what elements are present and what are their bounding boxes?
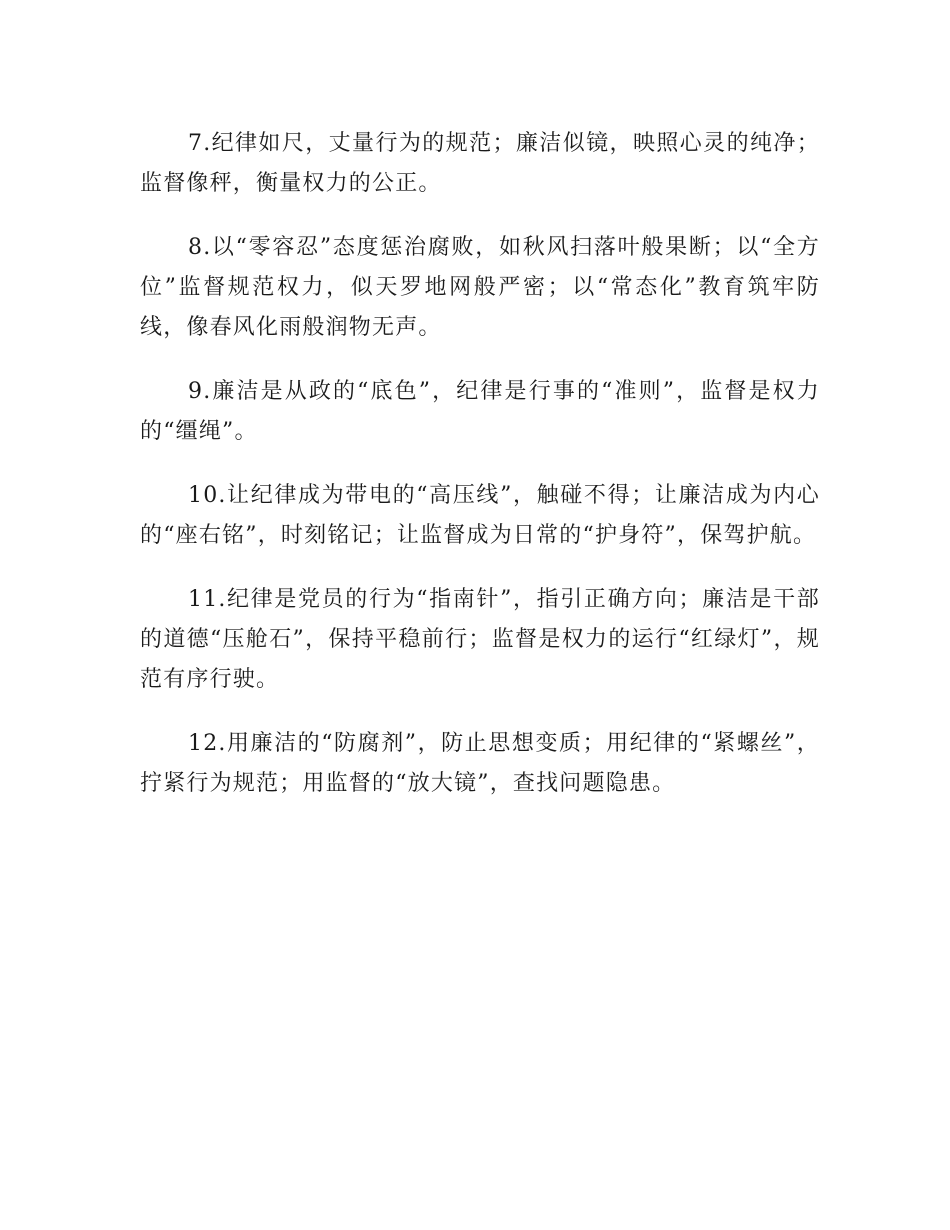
paragraph-12: 12.用廉洁的“防腐剂”，防止思想变质；用纪律的“紧螺丝”，拧紧行为规范；用监督的“放大镜”，查找问题隐患。 <box>140 731 820 796</box>
paragraph-7: 7.纪律如尺，丈量行为的规范；廉洁似镜，映照心灵的纯净；监督像秤，衡量权力的公正。 <box>140 131 820 196</box>
paragraph-10: 10.让纪律成为带电的“高压线”，触碰不得；让廉洁成为内心的“座右铭”，时刻铭记；让监督成为日常的“护身符”，保驾护航。 <box>140 483 820 548</box>
paragraph-8: 8.以“零容忍”态度惩治腐败，如秋风扫落叶般果断；以“全方位”监督规范权力，似天罗地网般严密；以“常态化”教育筑牢防线，像春风化雨般润物无声。 <box>140 235 820 340</box>
paragraph-9: 9.廉洁是从政的“底色”，纪律是行事的“准则”，监督是权力的“缰绳”。 <box>140 379 820 444</box>
document-body <box>140 124 820 828</box>
paragraph-11: 11.纪律是党员的行为“指南针”，指引正确方向；廉洁是干部的道德“压舱石”，保持平稳前行；监督是权力的运行“红绿灯”，规范有序行驶。 <box>140 587 820 692</box>
